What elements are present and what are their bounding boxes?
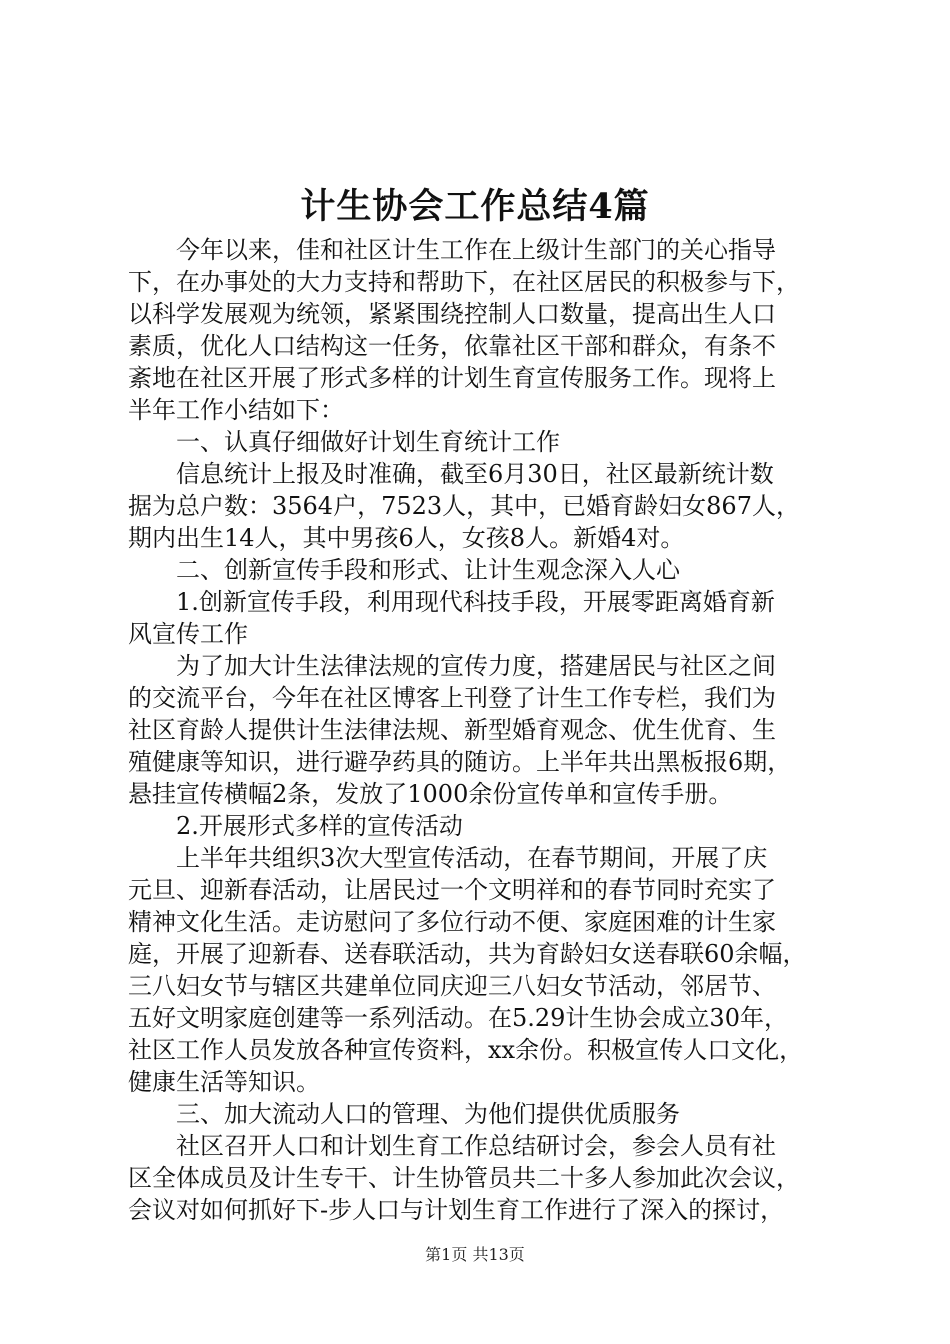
text-line: 据为总户数：3564户，7523人，其中，已婚育龄妇女867人， (128, 492, 800, 520)
text-line: 悬挂宣传横幅2条，发放了1000余份宣传单和宣传手册。 (128, 780, 733, 808)
text-line: 殖健康等知识，进行避孕药具的随访。上半年共出黑板报6期， (128, 748, 792, 776)
text-line: 上半年共组织3次大型宣传活动，在春节期间，开展了庆 (128, 844, 768, 872)
text-line: 三八妇女节与辖区共建单位同庆迎三八妇女节活动，邻居节、 (128, 972, 776, 1000)
section-heading: 一、认真仔细做好计划生育统计工作 (128, 428, 560, 456)
document-title: 计生协会工作总结4篇 (300, 186, 650, 227)
text-line: 精神文化生活。走访慰问了多位行动不便、家庭困难的计生家 (128, 908, 776, 936)
text-line: 庭，开展了迎新春、送春联活动，共为育龄妇女送春联60余幅， (128, 940, 807, 968)
text-line: 会议对如何抓好下-步人口与计划生育工作进行了深入的探讨， (128, 1196, 785, 1224)
text-line: 半年工作小结如下： (128, 396, 344, 424)
text-line: 素质，优化人口结构这一任务，依靠社区干部和群众，有条不 (128, 332, 776, 360)
document-body (128, 234, 836, 1226)
subsection-heading: 2.开展形式多样的宣传活动 (128, 812, 463, 840)
text-line: 健康生活等知识。 (128, 1068, 320, 1096)
text-line: 社区召开人口和计划生育工作总结研讨会，参会人员有社 (128, 1132, 776, 1160)
text-line: 五好文明家庭创建等一系列活动。在5.29计生协会成立30年， (128, 1004, 788, 1032)
text-line: 今年以来，佳和社区计生工作在上级计生部门的关心指导 (128, 236, 776, 264)
text-line: 区全体成员及计生专干、计生协管员共二十多人参加此次会议， (128, 1164, 800, 1192)
section-heading: 二、创新宣传手段和形式、让计生观念深入人心 (128, 556, 680, 584)
text-line: 紊地在社区开展了形式多样的计划生育宣传服务工作。现将上 (128, 364, 776, 392)
text-line: 为了加大计生法律法规的宣传力度，搭建居民与社区之间 (128, 652, 776, 680)
section-heading: 三、加大流动人口的管理、为他们提供优质服务 (128, 1100, 680, 1128)
text-line: 下，在办事处的大力支持和帮助下，在社区居民的积极参与下， (128, 268, 800, 296)
page-number-footer: 第1页 共13页 (425, 1245, 525, 1264)
text-line: 的交流平台，今年在社区博客上刊登了计生工作专栏，我们为 (128, 684, 776, 712)
text-line: 信息统计上报及时准确，截至6月30日，社区最新统计数 (128, 460, 774, 488)
text-line: 元旦、迎新春活动，让居民过一个文明祥和的春节同时充实了 (128, 876, 776, 904)
subsection-heading: 风宣传工作 (128, 620, 248, 648)
text-line: 社区育龄人提供计生法律法规、新型婚育观念、优生优育、生 (128, 716, 776, 744)
text-line: 以科学发展观为统领，紧紧围绕控制人口数量，提高出生人口 (128, 300, 776, 328)
text-line: 期内出生14人，其中男孩6人，女孩8人。新婚4对。 (128, 524, 685, 552)
text-line: 社区工作人员发放各种宣传资料，xx余份。积极宣传人口文化， (128, 1036, 804, 1064)
subsection-heading: 1.创新宣传手段，利用现代科技手段，开展零距离婚育新 (128, 588, 775, 616)
